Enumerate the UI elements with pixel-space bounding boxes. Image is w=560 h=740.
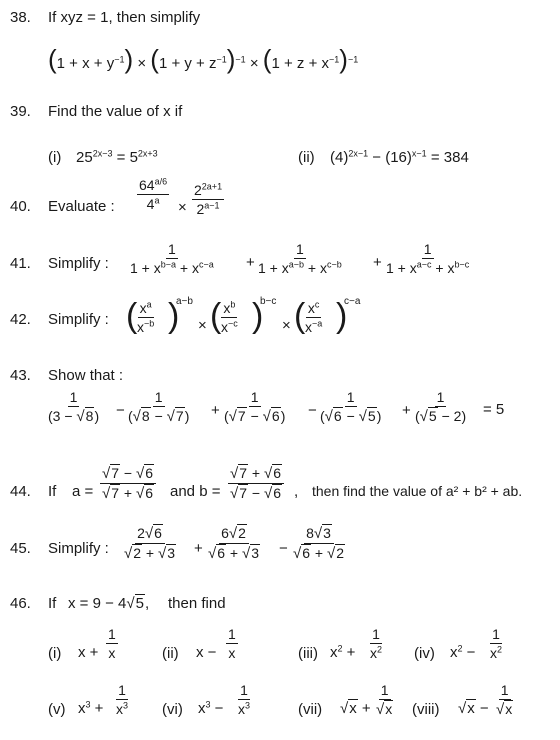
q41-text: Simplify :: [48, 255, 109, 272]
q46-number: 46.: [10, 595, 31, 612]
q46-expr-iii: $x^2$ +: [330, 643, 356, 661]
q46-label-v: (v): [48, 701, 66, 718]
q43-term-4: $\frac{1}{(√6 - √5)}$: [320, 389, 382, 425]
q42-paren: (: [294, 297, 306, 335]
q38-number: 38.: [10, 9, 31, 26]
q41-number: 41.: [10, 255, 31, 272]
q39-label-i: (i): [48, 149, 62, 166]
q46-frac-viii: $\frac{1}{√x}$: [496, 682, 513, 718]
q44-a-eq: a =: [72, 483, 94, 500]
q42-text: Simplify :: [48, 311, 109, 328]
q46-label-vi: (vi): [162, 701, 183, 718]
q42-factor-1: $\frac{x^a}{x^{-b}}$: [137, 299, 155, 335]
q46-label-viii: (viii): [412, 701, 440, 718]
q44-lead: If: [48, 483, 57, 500]
q46-label-ii: (ii): [162, 645, 179, 662]
q43-op-2: +: [211, 402, 220, 419]
q40-fraction-2: $\frac{2^{2a+1}}{2^{a-1}}$: [194, 181, 223, 217]
q42-exp-3: c−a: [344, 296, 361, 307]
q43-term-2: $\frac{1}{(√8 - √7)}$: [128, 389, 190, 425]
q43-op-3: −: [308, 402, 317, 419]
q41-plus-2: +: [373, 254, 382, 271]
q39-text: Find the value of x if: [48, 103, 183, 120]
q44-number: 44.: [10, 483, 31, 500]
q43-result: = 5: [483, 401, 505, 418]
q39-expr-i: $25^{2x-3} = 5^{2x+3}$: [76, 148, 158, 166]
q43-term-3: $\frac{1}{(√7 - √6)}$: [224, 389, 286, 425]
q45-op-2: −: [279, 540, 288, 557]
q38-expression: $(1 + x + y^{-1}) \times (1 + y + z^{-1})^{-1} \times (1 + z + x^{-1})^{-1}$: [48, 44, 359, 74]
q40-times: ×: [178, 199, 187, 216]
q40-number: 40.: [10, 198, 31, 215]
q39-expr-ii: $(4)^{2x-1} - (16)^{x-1} = 384$: [330, 148, 469, 166]
q46-label-iii: (iii): [298, 645, 318, 662]
q46-tail: then find: [168, 595, 226, 612]
q41-plus-1: +: [246, 254, 255, 271]
q42-factor-2: $\frac{x^b}{x^{-c}}$: [221, 299, 238, 335]
q43-term-1: $\frac{1}{(3 - √8)}$: [48, 389, 100, 425]
q42-paren: (: [210, 297, 222, 335]
q46-expr-i: x +: [78, 644, 99, 661]
q45-term-3: $\frac{8√3}{√6 + √2}$: [293, 525, 345, 562]
q45-op-1: +: [194, 540, 203, 557]
q46-label-vii: (vii): [298, 701, 323, 718]
q46-expr-vii: √x +: [340, 700, 371, 717]
q41-term-1: $\frac{1}{1 + x^{b-a} + x^{c-a}}$: [130, 241, 214, 276]
q39-label-ii: (ii): [298, 149, 315, 166]
q45-number: 45.: [10, 540, 31, 557]
q46-frac-iv: $\frac{1}{x^2}$: [490, 626, 503, 661]
q46-label-i: (i): [48, 645, 62, 662]
q46-expr-viii: √x −: [458, 700, 489, 717]
q42-paren: ): [336, 297, 348, 335]
q39-number: 39.: [10, 103, 31, 120]
q44-b-fraction: $\frac{√7 + √6}{√7 - √6}$: [228, 466, 284, 501]
q46-frac-ii: $\frac{1}{x}$: [228, 626, 236, 661]
q43-text: Show that :: [48, 367, 124, 384]
q46-frac-vii: $\frac{1}{√x}$: [376, 682, 393, 718]
q42-exp-1: a−b: [176, 296, 193, 307]
q46-label-iv: (iv): [414, 645, 435, 662]
q44-a-fraction: $\frac{√7 - √6}{√7 + √6}$: [100, 466, 156, 501]
q41-term-2: $\frac{1}{1 + x^{a-b} + x^{c-b}}$: [258, 241, 342, 276]
q42-factor-3: $\frac{x^c}{x^{-a}}$: [305, 299, 323, 335]
q46-expr-vi: $x^3$ −: [198, 699, 224, 717]
q46-frac-v: $\frac{1}{x^3}$: [116, 682, 129, 717]
q42-times-1: ×: [198, 317, 207, 334]
q40-text: Evaluate :: [48, 198, 115, 215]
q43-term-5: $\frac{1}{(√5 - 2)}$: [415, 389, 467, 425]
q46-expr-iv: $x^2$ −: [450, 643, 476, 661]
q46-frac-vi: $\frac{1}{x^3}$: [238, 682, 251, 717]
q43-op-4: +: [402, 402, 411, 419]
q46-expr-ii: x −: [196, 644, 217, 661]
q43-number: 43.: [10, 367, 31, 384]
q46-x-def: x = 9 − 4√5,: [68, 595, 150, 612]
q46-lead: If: [48, 595, 57, 612]
q43-op-1: −: [116, 402, 125, 419]
q46-frac-iii: $\frac{1}{x^2}$: [370, 626, 383, 661]
q46-expr-v: $x^3$ +: [78, 699, 104, 717]
q44-comma: ,: [294, 483, 299, 500]
q42-paren: ): [168, 297, 180, 335]
q44-tail: then find the value of a² + b² + ab.: [312, 483, 523, 499]
q42-paren: ): [252, 297, 264, 335]
q40-fraction-1: $\frac{64^{a/6}}{4^a}$: [139, 176, 168, 212]
q45-text: Simplify :: [48, 540, 109, 557]
q41-term-3: $\frac{1}{1 + x^{a-c} + x^{b-c}}$: [386, 241, 470, 276]
q42-number: 42.: [10, 311, 31, 328]
q45-term-1: $\frac{2√6}{√2 + √3}$: [124, 525, 176, 562]
q44-mid: and b =: [170, 483, 221, 500]
q42-paren: (: [126, 297, 138, 335]
q42-exp-2: b−c: [260, 296, 277, 307]
q46-frac-i: $\frac{1}{x}$: [108, 626, 116, 661]
q38-text: If xyz = 1, then simplify: [48, 9, 201, 26]
q42-times-2: ×: [282, 317, 291, 334]
q45-term-2: $\frac{6√2}{√6 + √3}$: [208, 525, 260, 562]
